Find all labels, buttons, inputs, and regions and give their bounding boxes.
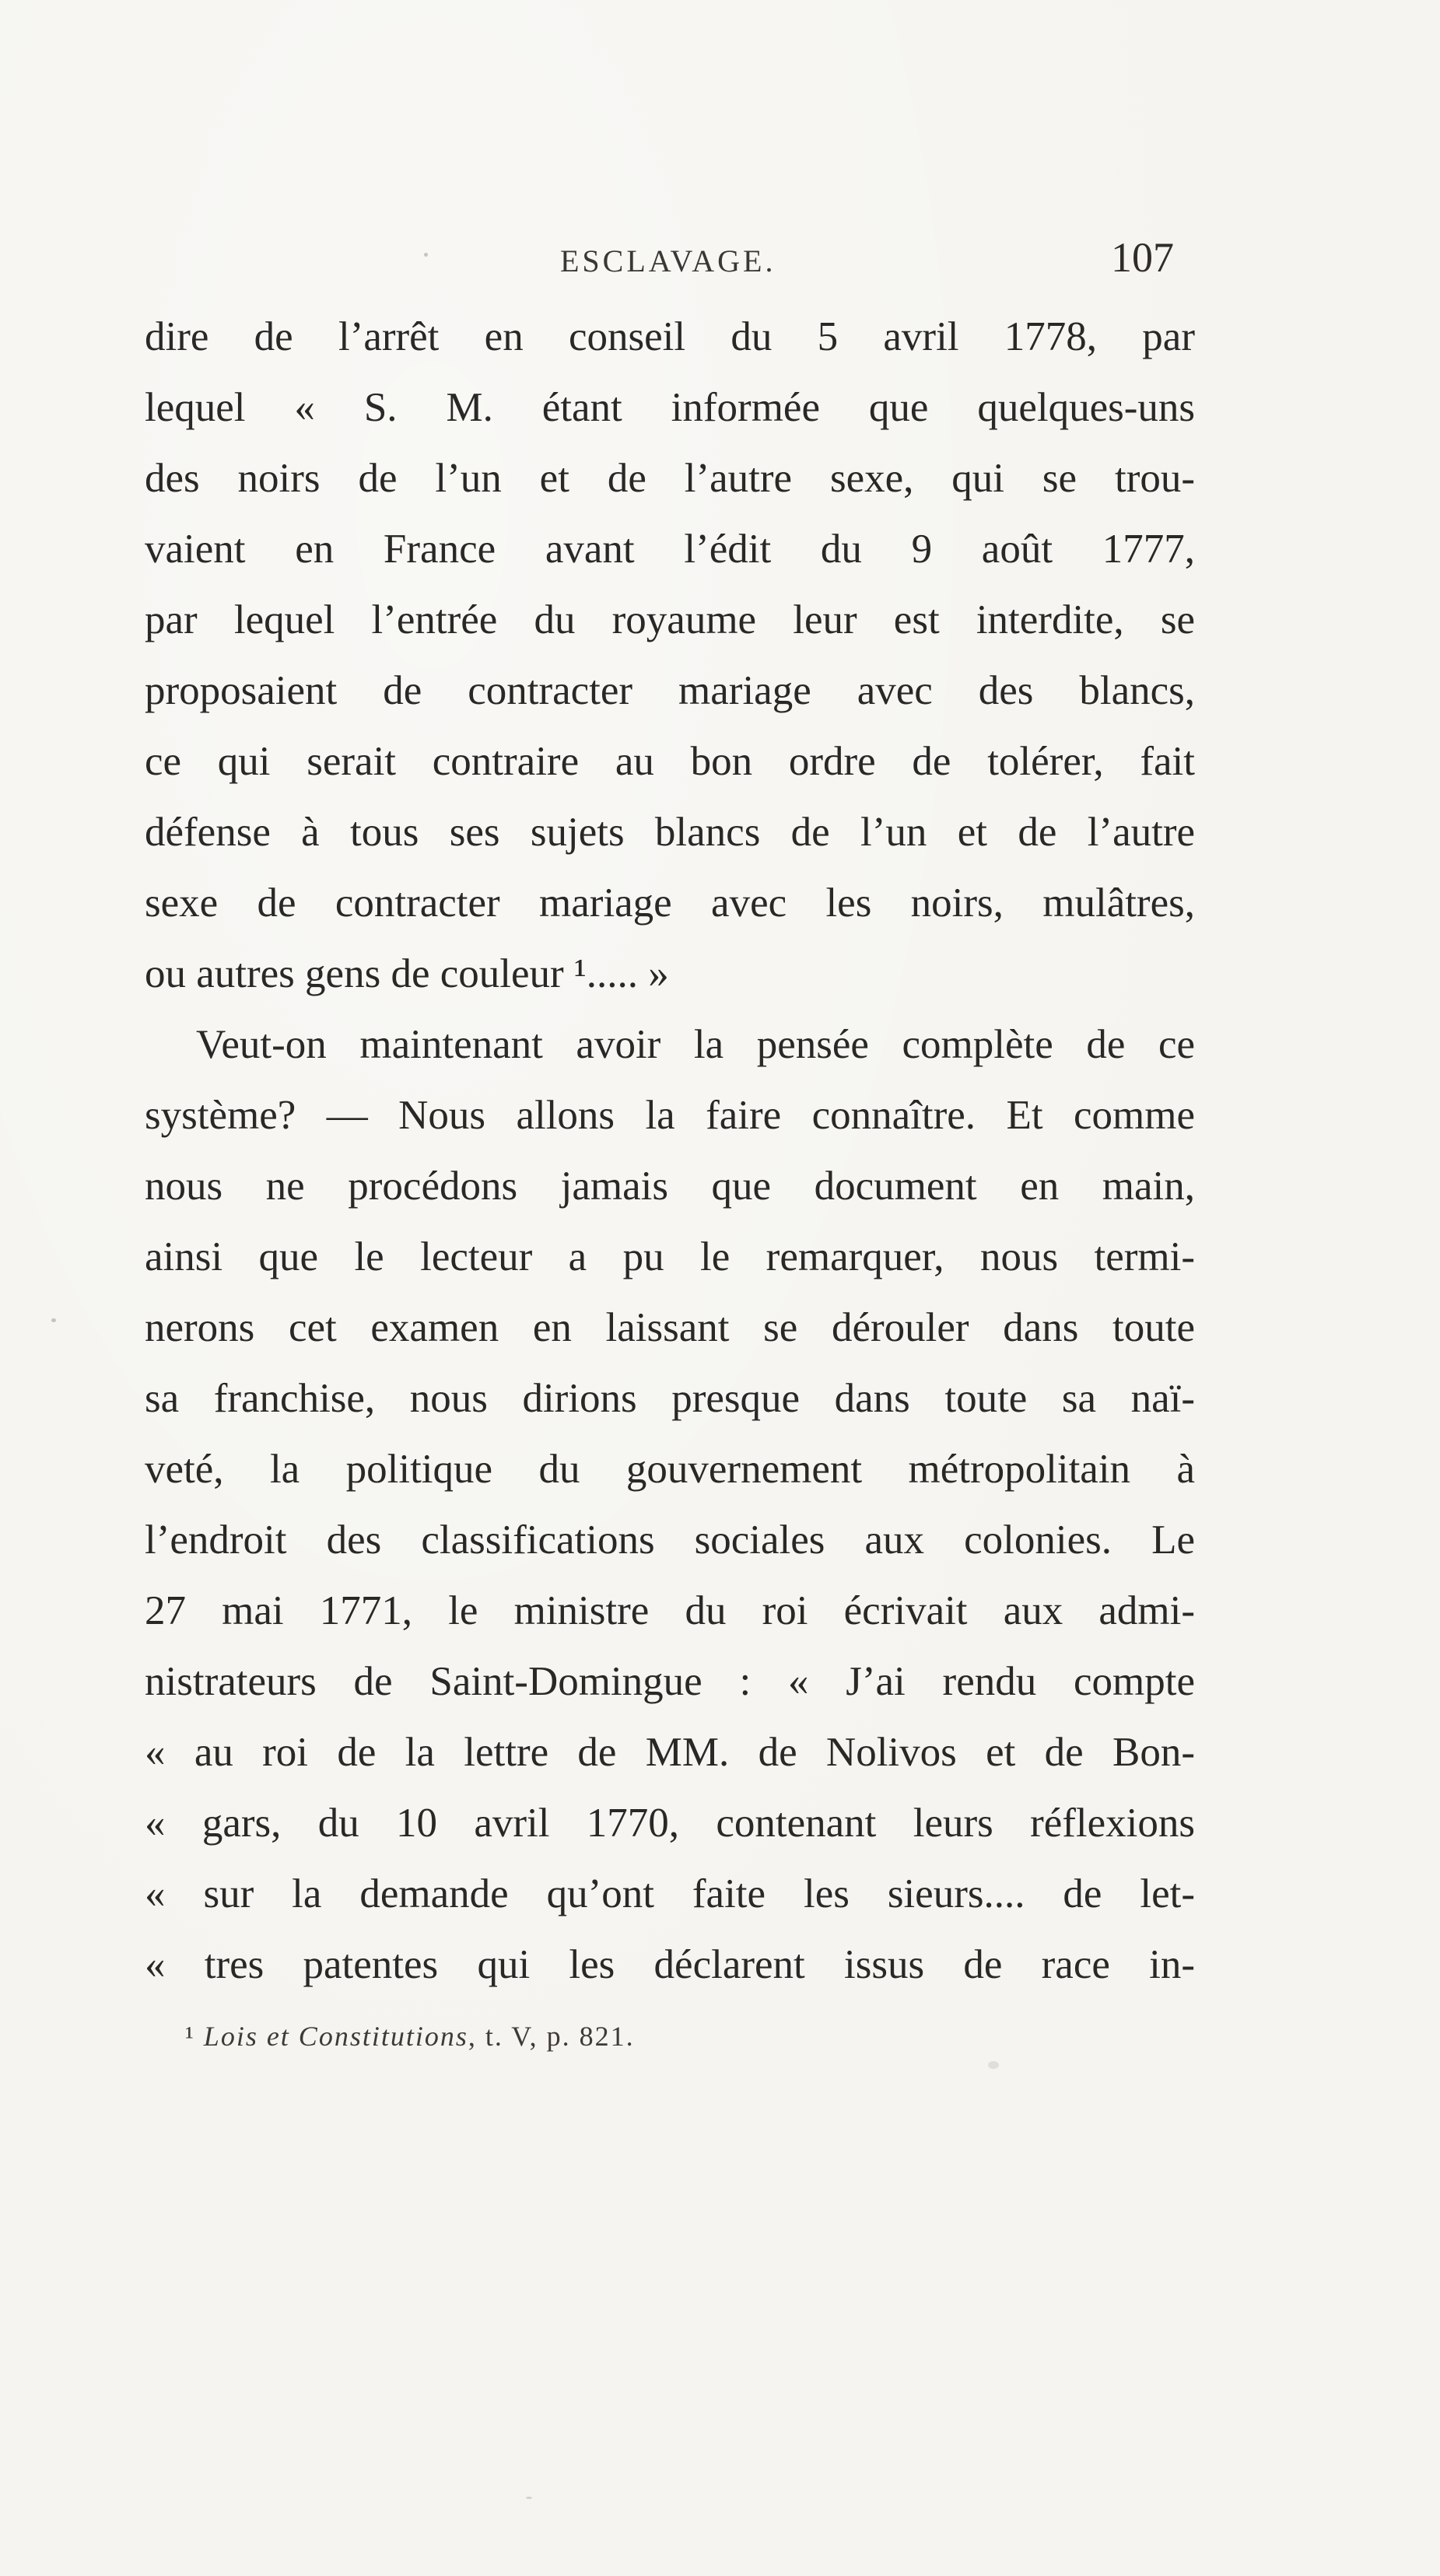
text-line: sexe de contracter mariage avec les noirs, mulâtres, [145, 880, 1195, 926]
text-line: système? — Nous allons la faire connaître. Et comme [145, 1093, 1195, 1138]
footnote [185, 2020, 635, 2053]
text-line: des noirs de l’un et de l’autre sexe, qui se trou- [145, 456, 1195, 501]
paper-speck [424, 253, 428, 257]
text-line: l’endroit des classifications sociales aux colonies. Le [145, 1517, 1195, 1563]
text-line: vaient en France avant l’édit du 9 août 1777, [145, 527, 1195, 572]
body-text [145, 302, 1195, 2000]
text-line: nous ne procédons jamais que document en main, [145, 1164, 1195, 1209]
running-head-title: ESCLAVAGE. [560, 243, 776, 278]
footnote-marker: ¹ [185, 2021, 195, 2052]
paper-speck [526, 2497, 532, 2499]
paper-speck [51, 1318, 56, 1322]
footnote-reference: , t. V, p. 821. [468, 2021, 635, 2052]
text-line: Veut-on maintenant avoir la pensée complète de ce [196, 1022, 1195, 1067]
text-line: dire de l’arrêt en conseil du 5 avril 1778, par [145, 314, 1195, 359]
running-head [0, 233, 1440, 296]
text-line: veté, la politique du gouvernement métropolitain à [145, 1447, 1195, 1492]
page-number: 107 [1111, 234, 1174, 281]
text-line: « tres patentes qui les déclarent issus de race in- [145, 1942, 1195, 1987]
paper-speck [988, 2061, 999, 2069]
text-line: « au roi de la lettre de MM. de Nolivos et de Bon- [145, 1730, 1195, 1775]
text-line: par lequel l’entrée du royaume leur est interdite, se [145, 597, 1195, 642]
text-line: « gars, du 10 avril 1770, contenant leurs réflexions [145, 1801, 1195, 1846]
text-line: ou autres gens de couleur ¹..... » [145, 951, 669, 996]
text-line: ce qui serait contraire au bon ordre de tolérer, fait [145, 739, 1195, 784]
text-line: défense à tous ses sujets blancs de l’un et de l’autre [145, 810, 1195, 855]
text-line: ainsi que le lecteur a pu le remarquer, nous termi- [145, 1234, 1195, 1279]
text-line: 27 mai 1771, le ministre du roi écrivait aux admi- [145, 1588, 1195, 1633]
text-line: sa franchise, nous dirions presque dans toute sa naï- [145, 1376, 1195, 1421]
text-line: « sur la demande qu’ont faite les sieurs.... de let- [145, 1871, 1195, 1916]
text-line: lequel « S. M. étant informée que quelques-uns [145, 385, 1195, 430]
text-line: nistrateurs de Saint-Domingue : « J’ai rendu compte [145, 1659, 1195, 1704]
text-line: nerons cet examen en laissant se dérouler dans toute [145, 1305, 1195, 1350]
text-line: proposaient de contracter mariage avec des blancs, [145, 668, 1195, 713]
footnote-title: Lois et Constitutions [203, 2021, 468, 2052]
